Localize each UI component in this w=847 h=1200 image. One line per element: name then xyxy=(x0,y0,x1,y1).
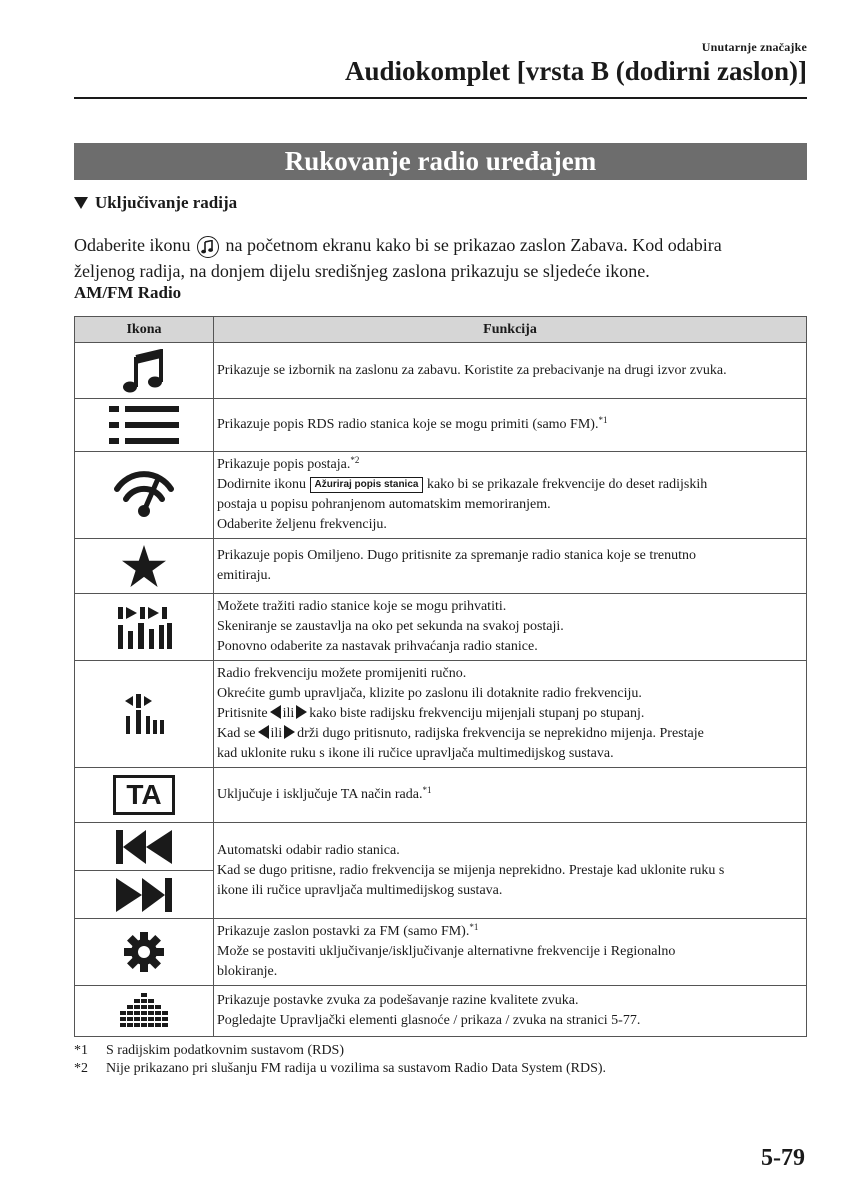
gear-icon xyxy=(123,931,165,973)
icon-function-table xyxy=(74,316,807,1037)
arrow-left-icon xyxy=(270,705,281,719)
table-row: TA Uključuje i isključuje TA način rada.$^{*1}$ xyxy=(75,768,807,823)
sound-settings-icon xyxy=(120,993,168,1029)
page-title: Audiokomplet [vrsta B (dodirni zaslon)] xyxy=(344,56,807,86)
intro-paragraph xyxy=(74,232,809,284)
table-row: Prikazuje popis RDS radio stanica koje se mogu primiti (samo FM).$^{*1}$ xyxy=(75,399,807,452)
section-banner: Rukovanje radio uređajem xyxy=(74,143,807,180)
music-note-circle-icon xyxy=(197,236,219,258)
page-number: 5-79 xyxy=(761,1145,805,1171)
intro-line-2: željenog radija, na donjem dijelu središnjeg zaslona prikazuju se sljedeće ikone. xyxy=(74,261,650,281)
footnote: *1 S radijskim podatkovnim sustavom (RDS) xyxy=(74,1043,344,1058)
subheading xyxy=(74,193,237,213)
manual-tune-icon xyxy=(123,694,165,734)
am-fm-label: AM/FM Radio xyxy=(74,283,182,302)
table-row: Prikazuje zaslon postavki za FM (samo FM).$^{*1}$ Može se postaviti uključivanje/isključivanje alternativne frekvencije i Regionalno blokiranje. xyxy=(75,919,807,986)
header-icon: Ikona xyxy=(75,317,214,343)
subheading-text: Uključivanje radija xyxy=(95,193,238,212)
table-row: Prikazuje popis postaja.$^{*2}$ Dodirnite ikonu Ažuriraj popis stanica kako bi se prikazale frekvencije do deset radijskih postaja u popisu pohranjenom automatskim memoriranjem. Odaberite željenu frekvenciju. xyxy=(75,452,807,539)
table-row: Automatski odabir radio stanica. Kad se dugo pritisne, radio frekvencija se mijenja neprekidno. Prestaje kad uklonite ruku s ikone ili ručice upravljača multimedijskog sustava. xyxy=(75,823,807,919)
update-station-list-button: Ažuriraj popis stanica xyxy=(310,477,424,493)
table-row: Prikazuje postavke zvuka za podešavanje razine kvalitete zvuka. Pogledajte Upravljački elementi glasnoće / prikaza / zvuka na stranici 5-77. xyxy=(75,986,807,1037)
arrow-right-icon xyxy=(296,705,307,719)
header-function: Funkcija xyxy=(214,317,807,343)
table-row: Prikazuje popis Omiljeno. Dugo pritisnite za spremanje radio stanica koje se trenutno emitiraju. xyxy=(75,539,807,594)
footnote: *2 Nije prikazano pri slušanju FM radija u vozilima sa sustavom Radio Data System (RDS). xyxy=(74,1061,607,1076)
scan-icon xyxy=(116,605,172,649)
table-row: Možete tražiti radio stanice koje se mogu prihvatiti. Skeniranje se zaustavlja na oko pet sekunda na svakoj postaji. Ponovno odaberite za nastavak prihvaćanja radio stanice. xyxy=(75,594,807,661)
intro-line-1: Odaberite ikonu na početnom ekranu kako bi se prikazao zaslon Zabava. Kod odabira xyxy=(74,232,809,258)
table-row: Prikazuje se izbornik na zaslonu za zabavu. Koristite za prebacivanje na drugi izvor zvuka. xyxy=(75,343,807,399)
table-row: Radio frekvenciju možete promijeniti ručno. Okrećite gumb upravljača, klizite po zaslonu ili dotaknite radio frekvenciju. Pritisnite ili kako biste radijsku frekvenciju mijenjali stupanj po stupanj. Kad se ili drži dugo pritisnuto, radijska frekvencija se neprekidno mijenja. Prestaje kad uklonite ruku s ikone ili ručice upravljača multimedijskog sustava. xyxy=(75,661,807,768)
section-label: Unutarnje značajke xyxy=(701,40,807,54)
arrow-right-icon xyxy=(284,725,295,739)
list-icon xyxy=(109,406,179,444)
footnotes xyxy=(74,1042,606,1078)
ta-icon: TA xyxy=(113,775,175,815)
station-list-icon xyxy=(113,471,175,519)
music-note-icon xyxy=(123,349,165,393)
star-icon xyxy=(122,545,166,587)
seek-back-icon xyxy=(116,830,172,864)
seek-forward-icon xyxy=(116,878,172,912)
header-rule xyxy=(74,97,807,99)
triangle-bullet-icon xyxy=(74,197,88,209)
arrow-left-icon xyxy=(258,725,269,739)
